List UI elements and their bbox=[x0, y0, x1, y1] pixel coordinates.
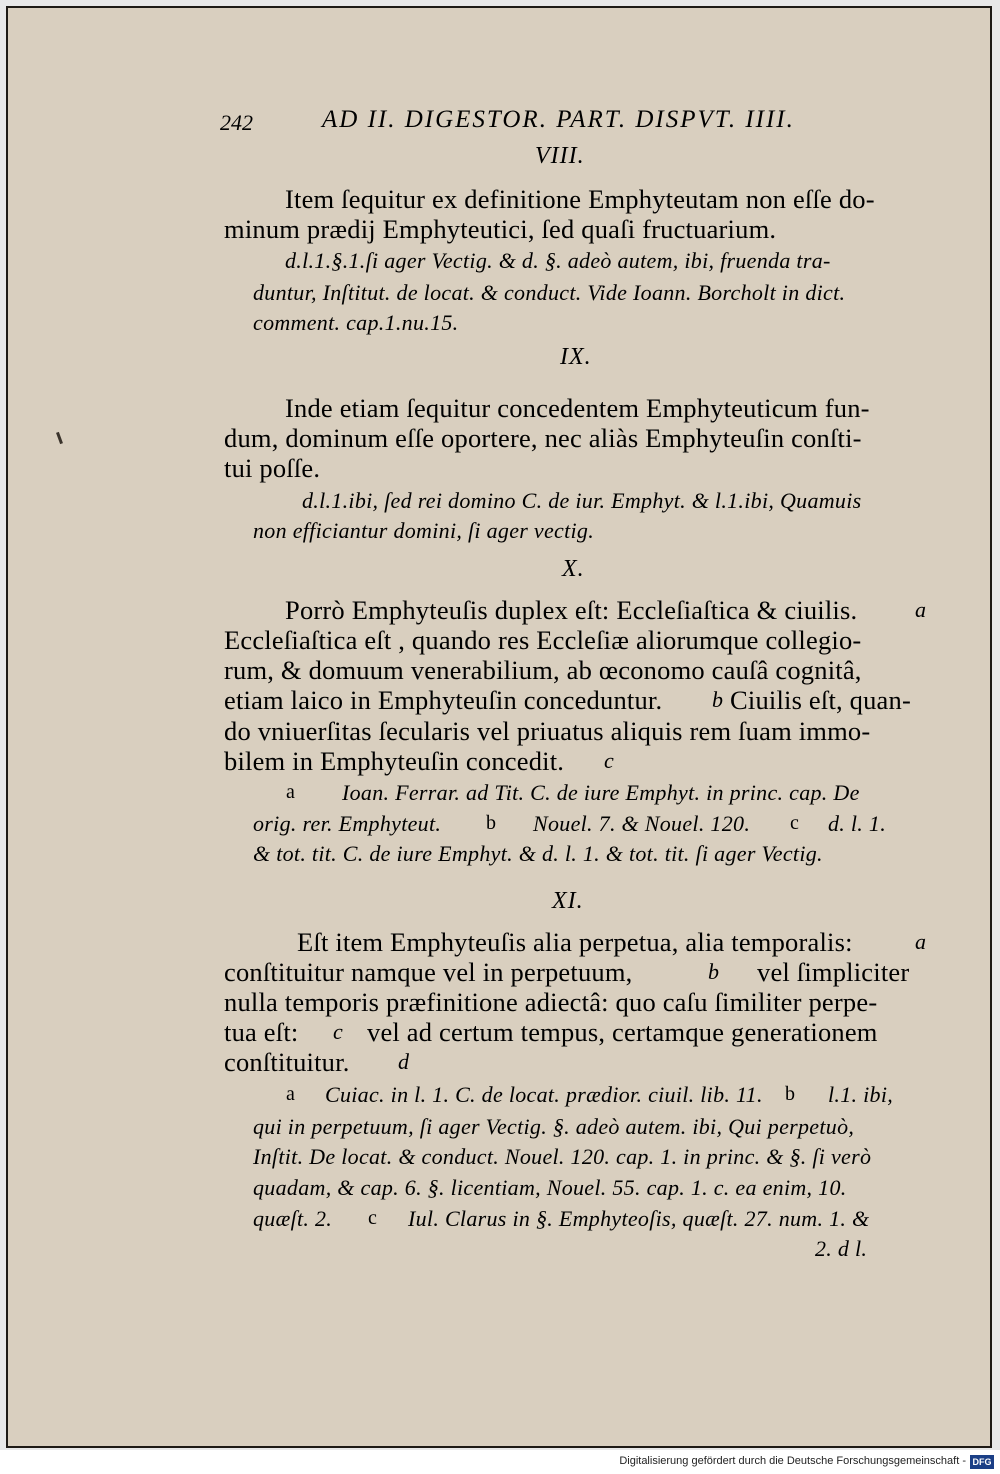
body-line: Porrò Emphyteuſis duplex eſt: Eccleſiaſtica & ciuilis. bbox=[285, 595, 858, 625]
body-line: vel ad certum tempus, certamque generationem bbox=[367, 1017, 878, 1047]
section-number-viii: VIII. bbox=[535, 143, 585, 169]
note-letter: c bbox=[790, 812, 799, 834]
body-line: rum, & domuum venerabilium, ab œconomo cauſâ cognitâ, bbox=[224, 655, 862, 685]
body-line: etiam laico in Emphyteuſin conceduntur. bbox=[224, 685, 663, 715]
body-line: do vniuerſitas ſecularis vel priuatus aliquis rem ſuam immo- bbox=[224, 716, 871, 746]
citation-line: Iul. Clarus in §. Emphyteoſis, quæſt. 27. num. 1. & bbox=[408, 1206, 870, 1231]
body-line: tui poſſe. bbox=[224, 453, 321, 483]
body-line: minum prædij Emphyteutici, ſed quaſi fructuarium. bbox=[224, 214, 777, 244]
citation-line: Inſtit. De locat. & conduct. Nouel. 120. cap. 1. in princ. & §. ſi verò bbox=[253, 1144, 872, 1169]
body-line: Eccleſiaſtica eſt , quando res Eccleſiæ aliorumque collegio- bbox=[224, 625, 862, 655]
citation-line: & tot. tit. C. de iure Emphyt. & d. l. 1. & tot. tit. ſi ager Vectig. bbox=[253, 841, 823, 866]
citation-line: 2. d l. bbox=[815, 1236, 868, 1261]
citation-line: duntur, Inſtitut. de locat. & conduct. Vide Ioann. Borcholt in dict. bbox=[253, 280, 846, 305]
note-letter: b bbox=[486, 812, 496, 834]
citation-line: Nouel. 7. & Nouel. 120. bbox=[533, 811, 751, 836]
body-line: tua eſt: bbox=[224, 1017, 299, 1047]
body-line: conſtituitur. bbox=[224, 1047, 350, 1077]
note-letter: b bbox=[785, 1083, 795, 1105]
body-line: nulla temporis præfinitione adiectâ: quo caſu ſimiliter perpe- bbox=[224, 987, 878, 1017]
running-title: AD II. DIGESTOR. PART. DISPVT. IIII. bbox=[322, 106, 795, 133]
citation-line: comment. cap.1.nu.15. bbox=[253, 310, 459, 335]
citation-line: quæſt. 2. bbox=[253, 1206, 333, 1231]
citation-line: non efficiantur domini, ſi ager vectig. bbox=[253, 518, 595, 543]
dfg-logo: DFG bbox=[970, 1455, 994, 1469]
page-number: 242 bbox=[220, 110, 253, 135]
note-letter: c bbox=[368, 1207, 377, 1229]
body-line: Item ſequitur ex definitione Emphyteutam non eſſe do- bbox=[285, 184, 875, 214]
citation-line: d. l. 1. bbox=[828, 811, 887, 836]
body-line: Inde etiam ſequitur concedentem Emphyteuticum fun- bbox=[285, 393, 870, 423]
note-letter: a bbox=[286, 1083, 295, 1105]
citation-line: d.l.1.ibi, ſed rei domino C. de iur. Emphyt. & l.1.ibi, Quamuis bbox=[302, 488, 862, 513]
section-number-xi: XI. bbox=[552, 888, 584, 914]
footnote-marker: a bbox=[915, 929, 927, 954]
body-line: vel ſimpliciter bbox=[757, 957, 910, 987]
digitization-credit: Digitalisierung gefördert durch die Deutsche Forschungsgemeinschaft - bbox=[619, 1455, 966, 1467]
citation-line: Cuiac. in l. 1. C. de locat. prædior. ciuil. lib. 11. bbox=[325, 1082, 763, 1107]
citation-line: l.1. ibi, bbox=[828, 1082, 894, 1107]
citation-line: d.l.1.§.1.ſi ager Vectig. & d. §. adeò autem, ibi, fruenda tra- bbox=[285, 248, 831, 273]
footnote-marker: b bbox=[712, 687, 724, 712]
body-line: dum, dominum eſſe oportere, nec aliàs Emphyteuſin conſti- bbox=[224, 423, 862, 453]
footnote-marker: b bbox=[708, 959, 720, 984]
body-line: conſtituitur namque vel in perpetuum, bbox=[224, 957, 633, 987]
footnote-marker: c bbox=[604, 748, 615, 773]
section-number-ix: IX. bbox=[560, 344, 592, 370]
section-number-x: X. bbox=[562, 556, 585, 582]
citation-line: Ioan. Ferrar. ad Tit. C. de iure Emphyt. in princ. cap. De bbox=[342, 780, 860, 805]
footnote-marker: a bbox=[915, 597, 927, 622]
body-line: bilem in Emphyteuſin concedit. bbox=[224, 746, 565, 776]
citation-line: quadam, & cap. 6. §. licentiam, Nouel. 55. cap. 1. c. ea enim, 10. bbox=[253, 1175, 847, 1200]
body-line: Eſt item Emphyteuſis alia perpetua, alia temporalis: bbox=[297, 927, 853, 957]
footnote-marker: c bbox=[333, 1019, 344, 1044]
note-letter: a bbox=[286, 781, 295, 803]
footnote-marker: d bbox=[398, 1049, 410, 1074]
citation-line: orig. rer. Emphyteut. bbox=[253, 811, 442, 836]
citation-line: qui in perpetuum, ſi ager Vectig. §. adeò autem. ibi, Qui perpetuò, bbox=[253, 1114, 855, 1139]
body-line: Ciuilis eſt, quan- bbox=[730, 685, 911, 715]
